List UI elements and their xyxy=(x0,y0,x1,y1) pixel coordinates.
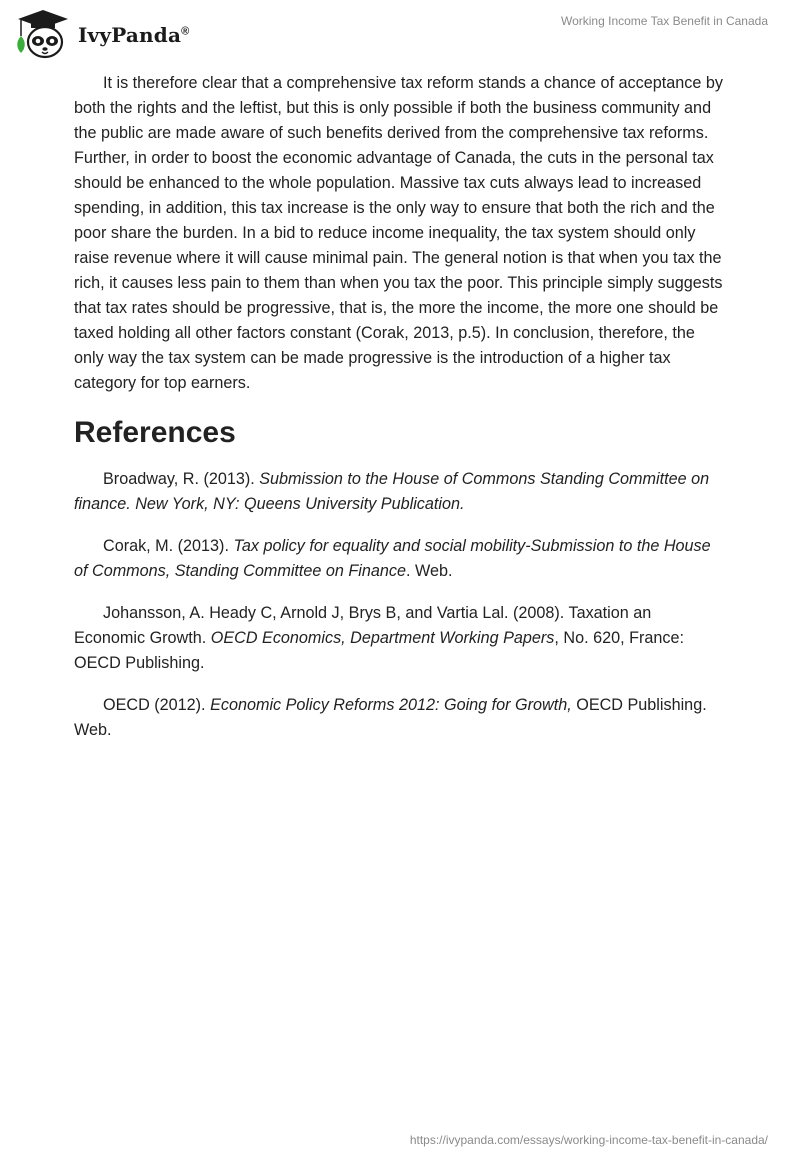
reference-list xyxy=(74,467,726,743)
reference-item: Johansson, A. Heady C, Arnold J, Brys B, and Vartia Lal. (2008). Taxation an Economic Growth. OECD Economics, Department Working Papers, No. 620, France: OECD Publishing. xyxy=(74,604,684,672)
reference-title: Economic Policy Reforms 2012: Going for Growth, xyxy=(210,696,572,714)
panda-graduate-icon xyxy=(12,8,74,60)
reference-item: OECD (2012). Economic Policy Reforms 2012: Going for Growth, OECD Publishing. Web. xyxy=(74,696,707,739)
essay-content xyxy=(74,71,726,760)
body-paragraph: It is therefore clear that a comprehensive tax reform stands a chance of acceptance by both the rights and the leftist, but this is only possible if both the business community and the public are made aware of such benefits derived from the comprehensive tax reforms. Further, in order to boost the economic advantage of Canada, the cuts in the personal tax should be enhanced to the whole population. Massive tax cuts always lead to increased spending, in addition, this tax increase is the only way to ensure that both the rich and the poor share the burden. In a bid to reduce income inequality, the tax system should only raise revenue where it will cause minimal pain. The general notion is that when you tax the rich, it causes less pain to them than when you tax the poor. This principle simply suggests that tax rates should be progressive, that is, the more the income, the more one should be taxed holding all other factors constant (Corak, 2013, p.5). In conclusion, therefore, the only way the tax system can be made progressive is the introduction of a higher tax category for top earners. xyxy=(74,74,723,392)
reference-item: Broadway, R. (2013). Submission to the House of Commons Standing Committee on finance. New York, NY: Queens University Publication. xyxy=(74,470,710,513)
reference-item: Corak, M. (2013). Tax policy for equality and social mobility-Submission to the House of Commons, Standing Committee on Finance. Web. xyxy=(74,537,711,580)
brand-name: IvyPanda® xyxy=(78,23,190,47)
page-header xyxy=(0,0,800,62)
footer-url[interactable]: https://ivypanda.com/essays/working-income-tax-benefit-in-canada/ xyxy=(409,1133,768,1147)
reference-title: Tax policy for equality and social mobility-Submission to the House of Commons, Standing Committee on Finance xyxy=(74,537,711,580)
registered-mark: ® xyxy=(181,25,190,38)
ivypanda-logo[interactable] xyxy=(12,8,189,60)
reference-title: Submission to the House of Commons Standing Committee on finance. New York, NY: Queens University Publication. xyxy=(74,470,710,513)
reference-title: OECD Economics, Department Working Papers xyxy=(210,629,555,647)
running-title: Working Income Tax Benefit in Canada xyxy=(560,14,768,28)
references-heading: References xyxy=(74,416,236,449)
